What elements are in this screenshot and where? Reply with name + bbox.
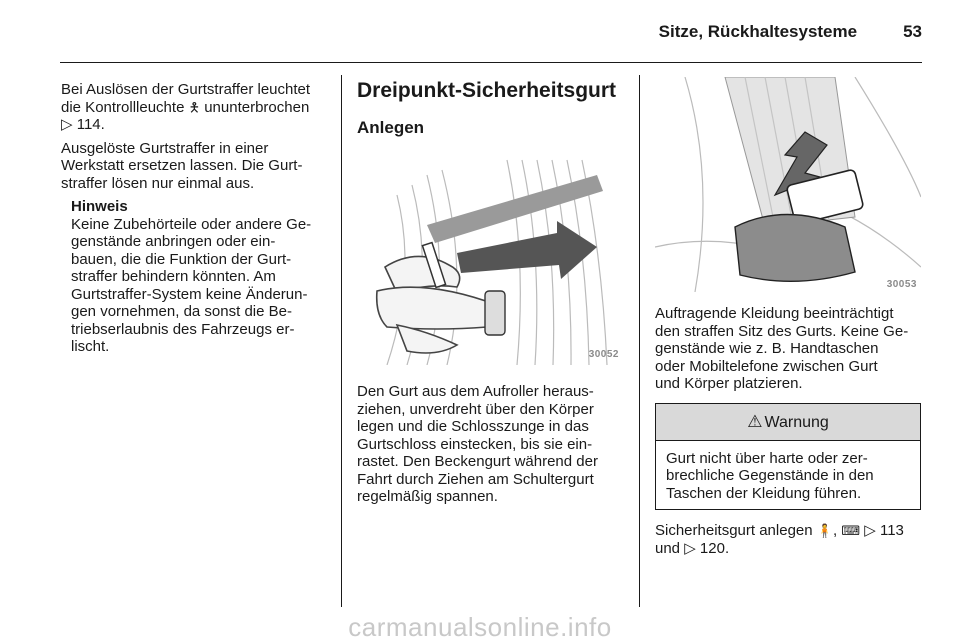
seatbelt-reminder-icon: 🧍: [816, 523, 833, 538]
warning-title: Warnung: [764, 413, 829, 431]
page-ref-link[interactable]: 114.: [76, 116, 105, 133]
seatbelt-illustration-1: [357, 155, 623, 365]
note-block: [71, 198, 327, 356]
column-divider-left: [341, 75, 342, 607]
fasten-reference-text: Sicherheitsgurt anlegen 🧍, ⌨ ▷ 113 und ▷ 120.: [655, 522, 904, 557]
column-divider-right: [639, 75, 640, 607]
page-number: 53: [903, 22, 922, 41]
column-1: [61, 81, 327, 356]
pretensioner-paragraph: Bei Auslösen der Gurtstraffer leuchtet die Kontrollleuchte 🯅 ununterbrochen ▷ 114.: [61, 81, 311, 133]
section-subheading: Anlegen: [357, 118, 425, 137]
page-ref-link[interactable]: 120.: [699, 539, 730, 557]
page-title: Sitze, Rückhaltesysteme: [658, 22, 858, 41]
note-title: Hinweis: [71, 198, 128, 215]
clothing-text: Auftragende Kleidung beeinträchtigt den straffen Sitz des Gurts. Keine Ge- genstände wie z. B. Handtaschen oder Mobiltelefone zwischen Gurt und Körper platzieren.: [655, 305, 909, 392]
note-text: Keine Zubehörteile oder andere Ge- genstände anbringen oder ein- bauen, die die Funktion der Gurt- straffer behindern könnten. Am Gurtstraffer-System keine Änderun- gen vornehmen, da sonst die Be- triebserlaubnis des Fahrzeugs er- lischt.: [71, 215, 312, 355]
figure-code: 30053: [886, 279, 917, 290]
column-3: [655, 305, 921, 557]
page-header: [60, 22, 922, 52]
warning-triangle-icon: ⚠: [747, 411, 763, 431]
warning-box: [655, 403, 921, 511]
page-ref-arrow-icon: ▷: [684, 539, 696, 557]
watermark: carmanualsonline.info: [348, 612, 612, 642]
page-ref-arrow-icon: ▷: [61, 116, 73, 133]
warning-text: Gurt nicht über harte oder zer- brechliche Gegenstände in den Taschen der Kleidung führen.: [666, 449, 874, 502]
header-rule: [60, 62, 922, 63]
warning-header: [656, 404, 920, 441]
replace-paragraph: Ausgelöste Gurtstraffer in einer Werkstatt ersetzen lassen. Die Gurt- straffer lösen nur einmal aus.: [61, 139, 303, 192]
section-heading: Dreipunkt-Sicherheitsgurt: [357, 79, 617, 102]
figure-buckle: [655, 77, 921, 292]
column-2: [357, 78, 623, 506]
page-ref-arrow-icon: ▷: [864, 522, 876, 539]
fastening-text: Den Gurt aus dem Aufroller heraus- ziehen, unverdreht über den Körper legen und die Schlosszunge in das Gurtschloss einstecken, bis sie ein- rastet. Den Beckengurt während der Fahrt durch Ziehen am Schultergurt regelmäßig spannen.: [357, 383, 598, 505]
seatbelt-illustration-2: [655, 77, 921, 292]
page-ref-link[interactable]: 113: [879, 522, 904, 539]
airbag-off-icon: ⌨: [841, 523, 861, 538]
figure-fastening-belt: [357, 155, 623, 365]
figure-code: 30052: [588, 348, 619, 360]
seatbelt-warning-icon: 🯅: [188, 99, 201, 115]
